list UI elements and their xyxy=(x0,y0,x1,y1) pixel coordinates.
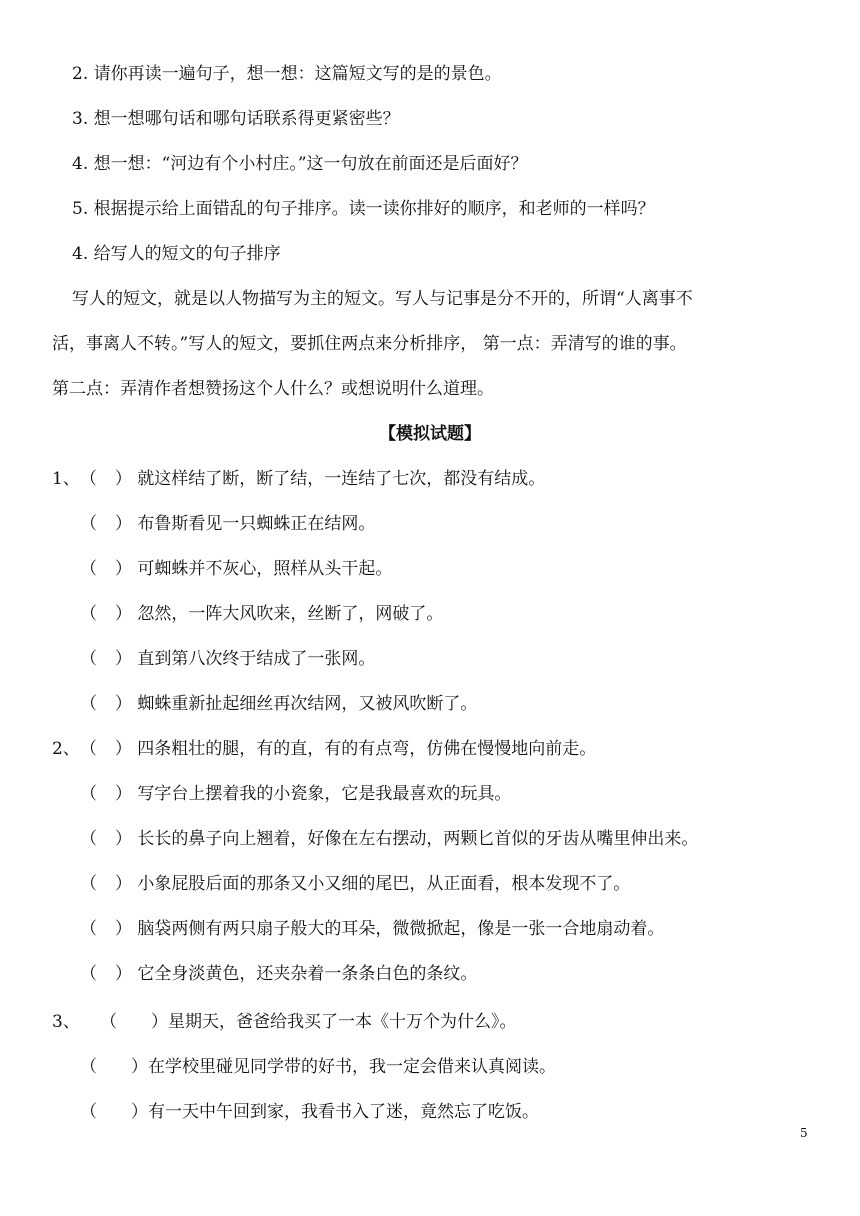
answer-blank[interactable]: （ ） xyxy=(80,919,132,939)
question-item xyxy=(80,692,477,716)
question-item xyxy=(80,872,630,896)
answer-blank[interactable]: （ ） xyxy=(80,874,132,894)
intro-item: 3. 想一想哪句话和哪句话联系得更紧密些？ xyxy=(72,109,400,129)
sentence-text: 小象屁股后面的那条又小又细的尾巴，从正面看，根本发现不了。 xyxy=(137,874,631,894)
answer-blank[interactable]: （ ） xyxy=(80,964,132,984)
question-item xyxy=(80,827,698,851)
question-item xyxy=(80,1100,539,1124)
sentence-text: 蜘蛛重新扯起细丝再次结网，又被风吹断了。 xyxy=(137,694,478,714)
question-item xyxy=(52,467,545,491)
intro-item: 2. 请你再读一遍句子，想一想：这篇短文写的是的景色。 xyxy=(72,64,502,84)
intro-item: 5. 根据提示给上面错乱的句子排序。读一读你排好的顺序，和老师的一样吗？ xyxy=(72,199,655,219)
sentence-text: 长长的鼻子向上翘着，好像在左右摆动，两颗匕首似的牙齿从嘴里伸出来。 xyxy=(137,829,699,849)
question-item xyxy=(80,1055,556,1079)
answer-blank[interactable]: （ ） xyxy=(80,829,132,849)
question-item xyxy=(80,647,375,671)
question-number: 3、 xyxy=(52,1012,80,1032)
sentence-text: 布鲁斯看见一只蜘蛛正在结网。 xyxy=(137,514,376,534)
answer-blank[interactable]: （ ） xyxy=(80,559,132,579)
question-item xyxy=(80,962,477,986)
answer-blank[interactable]: （ ） xyxy=(80,1057,148,1077)
sentence-text: 忽然，一阵大风吹来，丝断了，网破了。 xyxy=(137,604,444,624)
question-number: 1、 xyxy=(52,469,80,489)
paragraph-line: 写人的短文，就是以人物描写为主的短文。写人与记事是分不开的，所谓“人离事不 xyxy=(72,289,693,309)
sentence-text: 有一天中午回到家，我看书入了迷，竟然忘了吃饭。 xyxy=(148,1102,539,1122)
answer-blank[interactable]: （ ） xyxy=(100,1012,168,1032)
page-number: 5 xyxy=(800,1126,808,1140)
answer-blank[interactable]: （ ） xyxy=(80,1102,148,1122)
sentence-text: 星期天，爸爸给我买了一本《十万个为什么》。 xyxy=(168,1012,517,1032)
question-item xyxy=(80,602,443,626)
question-number: 2、 xyxy=(52,739,80,759)
paragraph-line: 第二点：弄清作者想赞扬这个人什么？或想说明什么道理。 xyxy=(52,379,494,399)
question-item xyxy=(52,737,596,761)
sentence-text: 四条粗壮的腿，有的直，有的有点弯，仿佛在慢慢地向前走。 xyxy=(137,739,597,759)
sentence-text: 就这样结了断，断了结，一连结了七次，都没有结成。 xyxy=(137,469,546,489)
sentence-text: 直到第八次终于结成了一张网。 xyxy=(137,649,376,669)
sentence-text: 写字台上摆着我的小瓷象，它是我最喜欢的玩具。 xyxy=(137,784,512,804)
question-item xyxy=(80,557,392,581)
section-title: 4. 给写人的短文的句子排序 xyxy=(72,244,281,264)
answer-blank[interactable]: （ ） xyxy=(80,514,132,534)
section-heading: 【模拟试题】 xyxy=(379,424,481,444)
answer-blank[interactable]: （ ） xyxy=(79,469,132,489)
sentence-text: 脑袋两侧有两只扇子般大的耳朵，微微掀起，像是一张一合地扇动着。 xyxy=(137,919,665,939)
answer-blank[interactable]: （ ） xyxy=(80,649,132,669)
intro-item: 4. 想一想：“河边有个小村庄。”这一句放在前面还是后面好？ xyxy=(72,154,528,174)
sentence-text: 它全身淡黄色，还夹杂着一条条白色的条纹。 xyxy=(137,964,478,984)
answer-blank[interactable]: （ ） xyxy=(80,604,132,624)
answer-blank[interactable]: （ ） xyxy=(79,739,132,759)
paragraph-line: 活，事离人不转。”写人的短文，要抓住两点来分析排序， 第一点：弄清写的谁的事。 xyxy=(52,334,687,354)
sentence-text: 可蜘蛛并不灰心，照样从头干起。 xyxy=(137,559,393,579)
sentence-text: 在学校里碰见同学带的好书，我一定会借来认真阅读。 xyxy=(148,1057,556,1077)
question-item xyxy=(80,917,664,941)
question-item xyxy=(52,1010,517,1034)
answer-blank[interactable]: （ ） xyxy=(80,694,132,714)
answer-blank[interactable]: （ ） xyxy=(80,784,132,804)
question-item xyxy=(80,782,511,806)
question-item xyxy=(80,512,375,536)
